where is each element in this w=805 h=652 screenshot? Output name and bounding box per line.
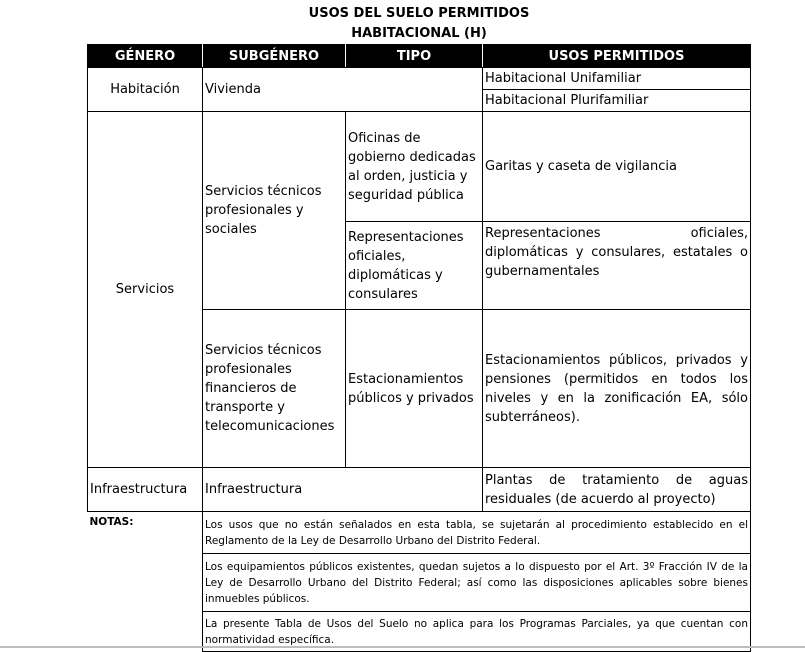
note-item: La presente Tabla de Usos del Suelo no aplica para los Programas Parciales, ya que cuentan con normatividad específica. <box>203 612 751 652</box>
header-genero: GÉNERO <box>88 45 203 68</box>
title-line-1: USOS DEL SUELO PERMITIDOS <box>308 6 530 21</box>
land-use-table <box>87 44 751 652</box>
subgenero-vivienda: Vivienda <box>203 68 483 112</box>
subgenero-infraestructura: Infraestructura <box>203 468 483 512</box>
uso-estacionamientos: Estacionamientos públicos, privados y pensiones (permitidos en todos los niveles y en la zonificación EA, sólo subterráneos). <box>483 310 751 468</box>
notes-label: NOTAS: <box>88 512 203 652</box>
subgenero-servicios-sociales: Servicios técnicos profesionales y sociales <box>203 112 346 310</box>
table-row <box>88 468 751 512</box>
genero-infraestructura: Infraestructura <box>88 468 203 512</box>
tipo-estacionamientos: Estacionamientos públicos y privados <box>346 310 483 468</box>
note-item: Los equipamientos públicos existentes, quedan sujetos a lo dispuesto por el Art. 3º Fracción IV de la Ley de Desarrollo Urbano del Distrito Federal; así como las disposiciones aplicables sobre bienes inmuebles públicos. <box>203 554 751 612</box>
header-tipo: TIPO <box>346 45 483 68</box>
page-bottom-divider <box>0 646 805 648</box>
document-title <box>0 4 805 44</box>
subgenero-servicios-financieros: Servicios técnicos profesionales financieros de transporte y telecomunicaciones <box>203 310 346 468</box>
uso-garitas: Garitas y caseta de vigilancia <box>483 112 751 222</box>
tipo-representaciones: Representaciones oficiales, diplomáticas y consulares <box>346 222 483 310</box>
header-usos: USOS PERMITIDOS <box>483 45 751 68</box>
uso-plantas-tratamiento: Plantas de tratamiento de aguas residuales (de acuerdo al proyecto) <box>483 468 751 512</box>
genero-servicios: Servicios <box>88 112 203 468</box>
uso-representaciones: Representaciones oficiales, diplomáticas y consulares, estatales o gubernamentales <box>483 222 751 310</box>
note-item: Los usos que no están señalados en esta tabla, se sujetarán al procedimiento establecido en el Reglamento de la Ley de Desarrollo Urbano del Distrito Federal. <box>203 512 751 554</box>
genero-habitacion: Habitación <box>88 68 203 112</box>
table-row <box>88 68 751 90</box>
title-line-2: HABITACIONAL (H) <box>351 26 487 41</box>
table-header-row <box>88 45 751 68</box>
uso-unifamiliar: Habitacional Unifamiliar <box>483 68 751 90</box>
notes-row <box>88 512 751 554</box>
header-subgenero: SUBGÉNERO <box>203 45 346 68</box>
table-row <box>88 112 751 222</box>
uso-plurifamiliar: Habitacional Plurifamiliar <box>483 90 751 112</box>
tipo-oficinas-gobierno: Oficinas de gobierno dedicadas al orden, justicia y seguridad pública <box>346 112 483 222</box>
